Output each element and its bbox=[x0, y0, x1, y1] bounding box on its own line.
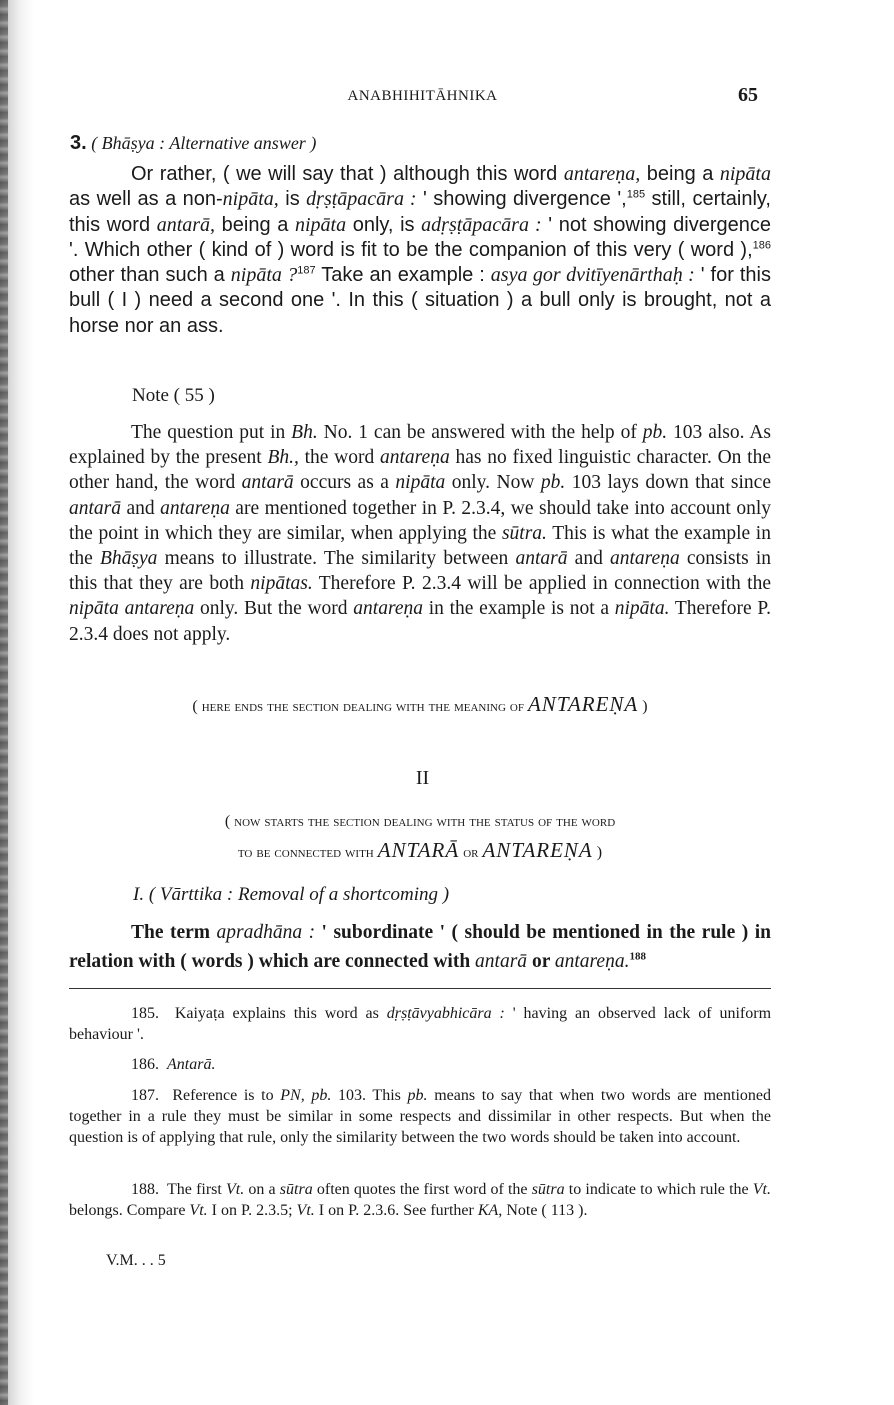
bhasya-paragraph: Or rather, ( we will say that ) although this word antareṇa, being a nipāta as well as a non-nipāta, is dṛṣṭāpacāra : ' showing divergence ',$^{185}$ still, certainly, this word antarā, being a nipāta only, is adṛṣṭāpacāra : ' not showing divergence '. Which other ( kind of ) word is fit to be the companion of this very ( word ),$^{186}$ other than such a nipāta ?$^{187}$ Take an example : asya gor dvitīyenārthaḥ : ' for this bull ( I ) need a second one '. In this ( situation ) a bull only is brought, not a horse nor an ass. bbox=[69, 163, 772, 337]
varttika-text: The term apradhāna : ' subordinate ' ( should be mentioned in the rule ) in relation with ( words ) which are connected with antarā or antareṇa.$^{188}$ bbox=[69, 922, 771, 972]
signature-mark: V.M. . . 5 bbox=[106, 1252, 166, 1269]
section-end-line: ( here ends the section dealing with the meaning of ANTAREṆA ) bbox=[192, 692, 648, 716]
section-heading-text: ( Bhāṣya : Alternative answer ) bbox=[91, 133, 317, 153]
running-header: ANABHIHITĀHNIKA bbox=[347, 88, 498, 104]
footnote-187: 187. Reference is to PN, pb. 103. This pb. means to say that when two words are mentioned together in a rule they must be similar in some respects and dissimilar in other respects. But when the question is of applying that rule, only the similarity between the two words should be taken into account. bbox=[69, 1087, 771, 1146]
page-binding-edge bbox=[0, 0, 8, 1405]
varttika-heading: I. ( Vārttika : Removal of a shortcoming ) bbox=[133, 884, 450, 905]
page-number: 65 bbox=[738, 84, 758, 106]
section-3-heading bbox=[70, 132, 316, 155]
note-heading: Note ( 55 ) bbox=[132, 385, 215, 406]
footnote-188: 188. The first Vt. on a sūtra often quotes the first word of the sūtra to indicate to which rule the Vt. belongs. Compare Vt. I on P. 2.3.5; Vt. I on P. 2.3.6. See further KA, Note ( 113 ). bbox=[69, 1181, 771, 1219]
footnote-ref-187: 187 bbox=[297, 264, 316, 277]
section-start-heading: ( now starts the section dealing with the status of the word to be connected with ANTARĀ or ANTAREṆA ) bbox=[224, 813, 616, 862]
footnote-ref-188: 188 bbox=[629, 950, 646, 963]
footnote-185: 185. Kaiyaṭa explains this word as dṛṣṭāvyabhicāra : ' having an observed lack of uniform behaviour '. bbox=[69, 1005, 772, 1043]
part-roman-numeral: II bbox=[415, 767, 430, 789]
footnote-separator bbox=[69, 988, 771, 989]
note-paragraph: The question put in Bh. No. 1 can be answered with the help of pb. 103 also. As explained by the present Bh., the word antareṇa has no fixed linguistic character. On the other hand, the word antarā occurs as a nipāta only. Now pb. 103 lays down that since antarā and antareṇa are mentioned together in P. 2.3.4, we should take into account only the point in which they are similar, when applying the sūtra. This is what the example in the Bhāṣya means to illustrate. The similarity between antarā and antareṇa consists in this that they are both nipātas. Therefore P. 2.3.4 will be applied in connection with the nipāta antareṇa only. But the word antareṇa in the example is not a nipāta. Therefore P. 2.3.4 does not apply. bbox=[69, 422, 772, 645]
footnote-ref-185: 185 bbox=[626, 188, 646, 201]
footnote-ref-186: 186 bbox=[752, 239, 771, 252]
footnote-186: 186. Antarā. bbox=[131, 1056, 216, 1073]
section-number: 3. bbox=[70, 132, 87, 154]
